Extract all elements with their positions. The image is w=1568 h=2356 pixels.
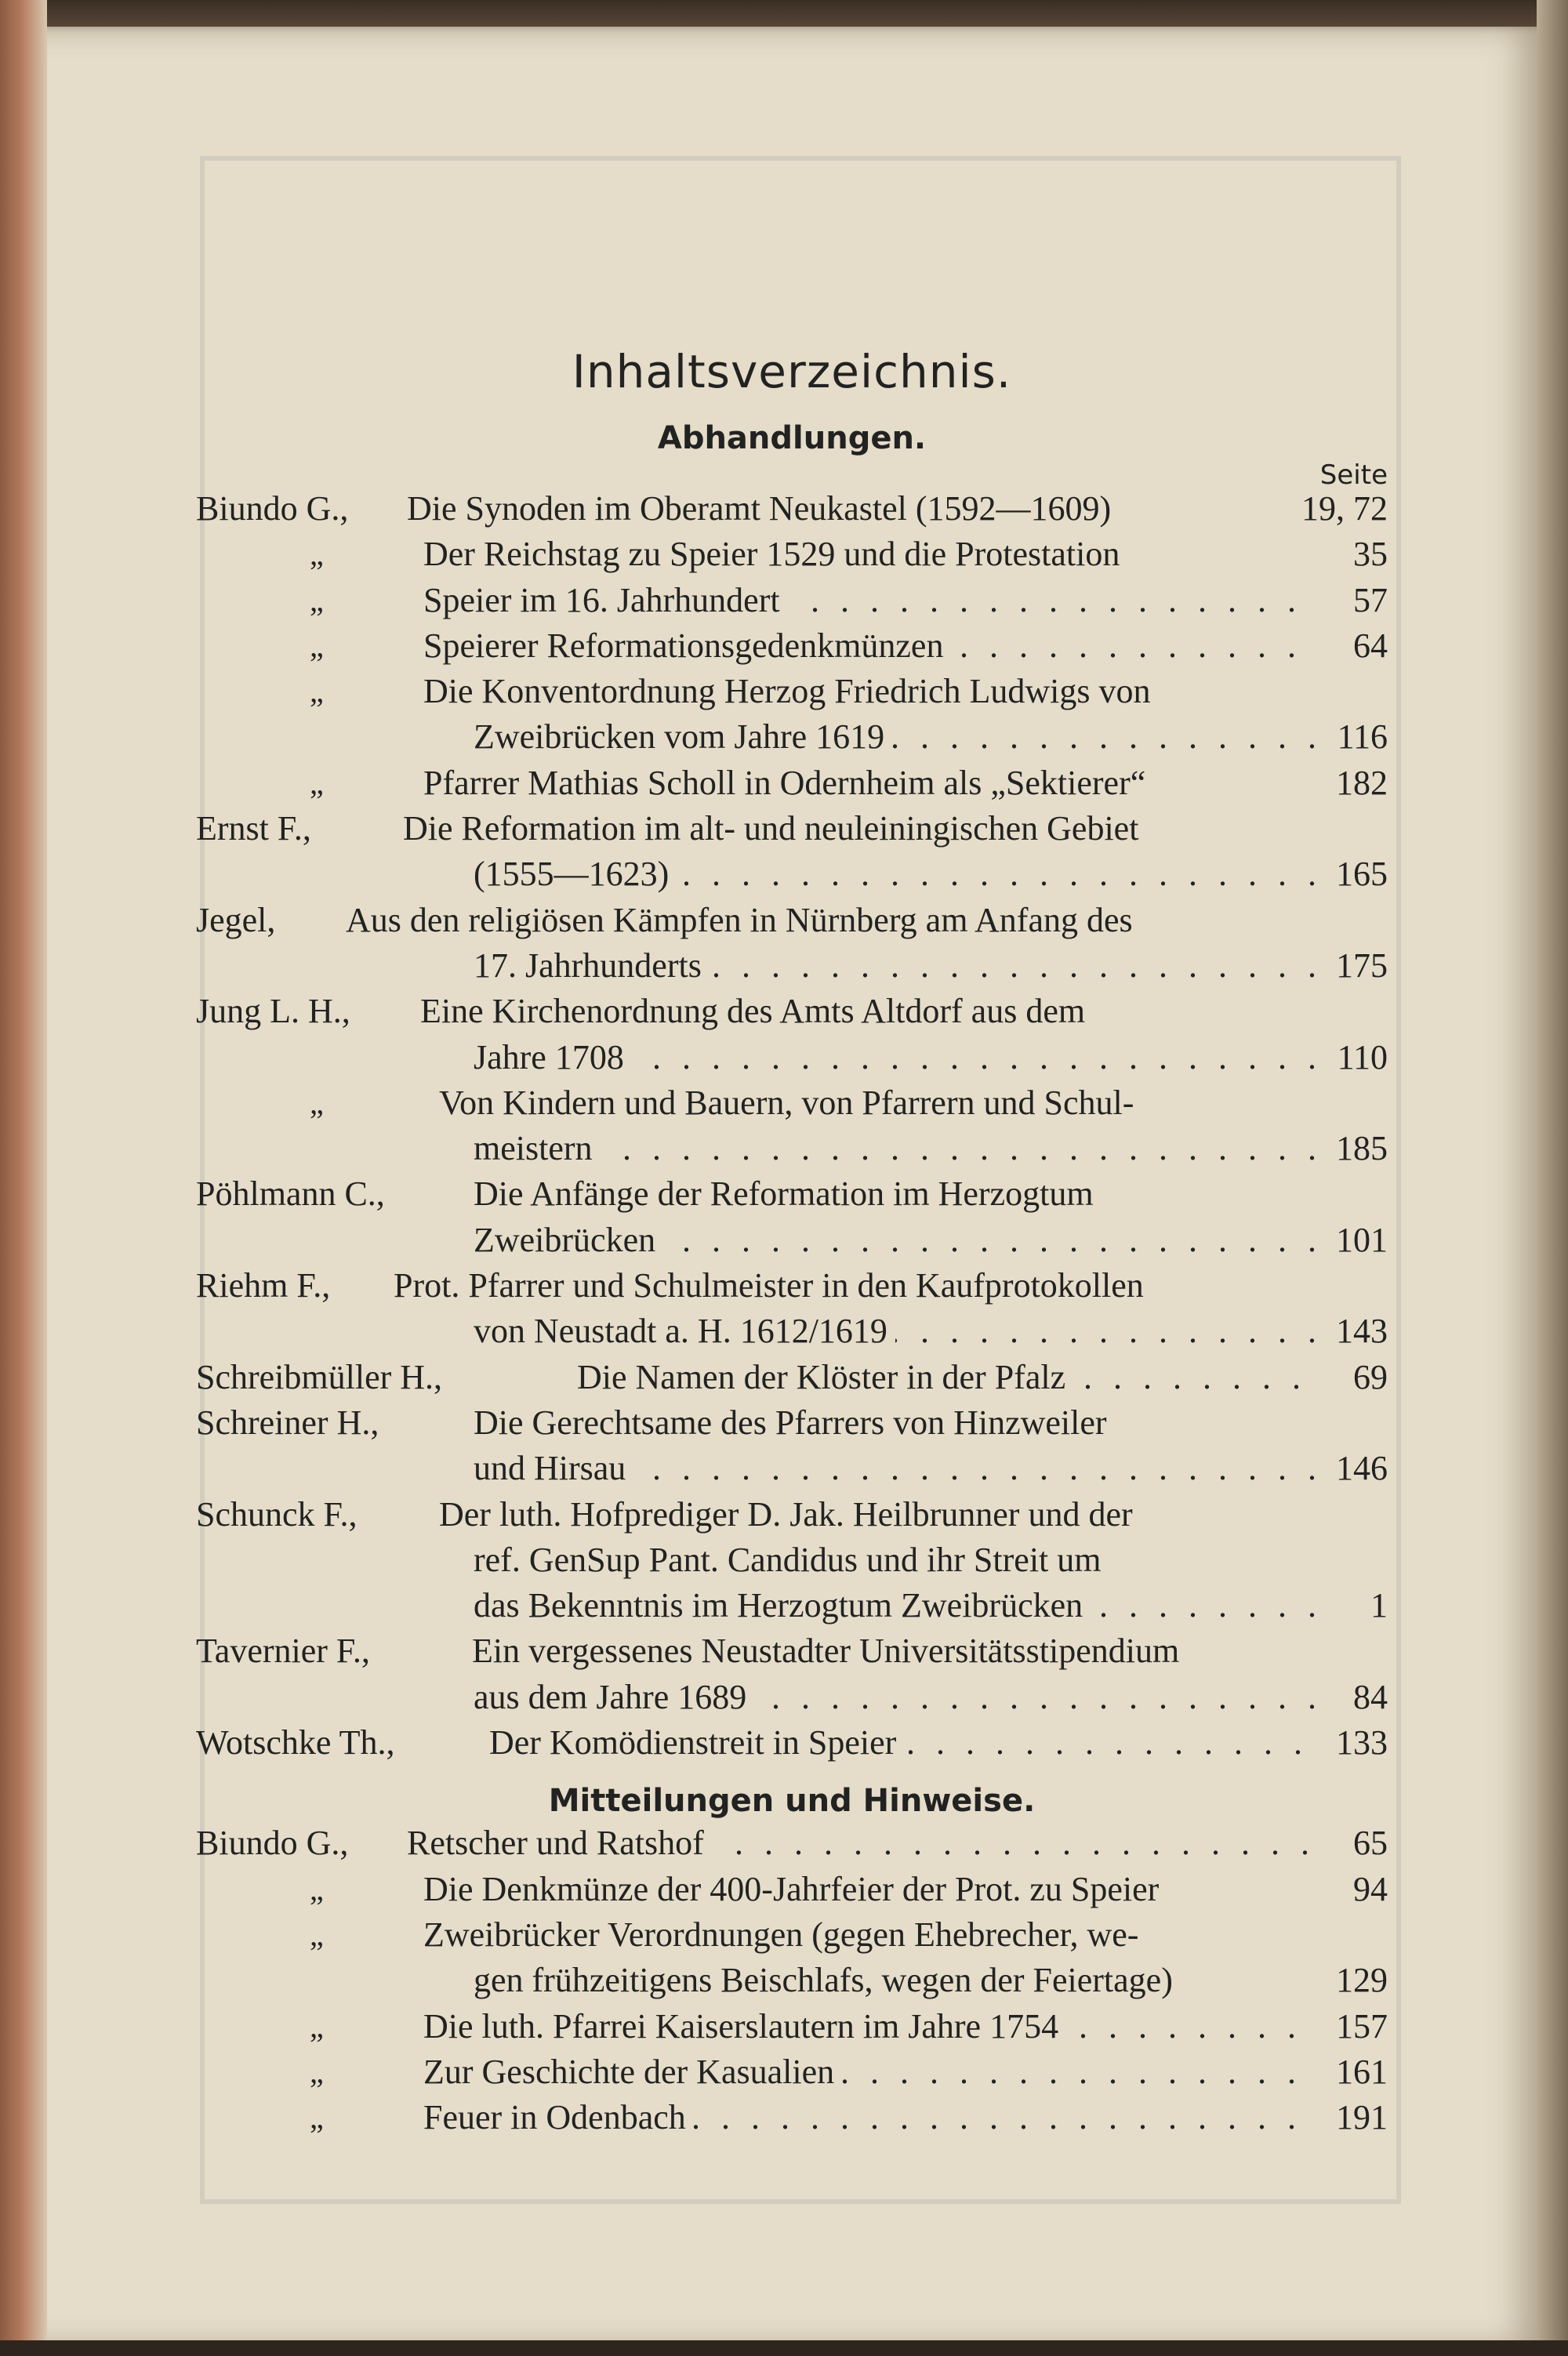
toc-author: Wotschke Th., bbox=[196, 1723, 395, 1762]
toc-entry-line bbox=[196, 2049, 1388, 2095]
book-spine-edge bbox=[0, 0, 47, 2356]
toc-author: Ernst F., bbox=[196, 809, 311, 848]
toc-page-number: 57 bbox=[1353, 580, 1388, 619]
toc-page-number: 94 bbox=[1353, 1869, 1388, 1908]
toc-title: Prot. Pfarrer und Schulmeister in den Kaufprotokollen bbox=[394, 1266, 1152, 1305]
scan-bottom-edge bbox=[0, 2340, 1568, 2356]
toc-title: Die Denkmünze der 400-Jahrfeier der Prot. zu Speier bbox=[423, 1870, 1167, 1908]
toc-entry-line bbox=[196, 1821, 1388, 1866]
toc-page-number: 161 bbox=[1336, 2052, 1388, 2091]
toc-entry-line bbox=[196, 1867, 1388, 1912]
ditto-mark: „ bbox=[310, 2053, 324, 2089]
page-column-label: Seite bbox=[1319, 459, 1388, 491]
toc-title: Zweibrücken bbox=[474, 1221, 663, 1259]
ditto-mark: „ bbox=[310, 536, 324, 572]
ditto-mark: „ bbox=[310, 764, 324, 800]
toc-title: Die luth. Pfarrei Kaiserslautern im Jahre 1754 bbox=[423, 2007, 1066, 2046]
toc-entry-line bbox=[196, 1080, 1388, 1126]
toc-entry-line bbox=[196, 761, 1388, 806]
toc-title: gen frühzeitigens Beischlafs, wegen der Feiertage) bbox=[474, 1961, 1181, 1999]
toc-author: Schreiner H., bbox=[196, 1403, 379, 1442]
ditto-mark: „ bbox=[310, 1084, 324, 1120]
toc-title: Aus den religiösen Kämpfen in Nürnberg am Anfang des bbox=[346, 901, 1141, 939]
toc-title: Jahre 1708 bbox=[474, 1038, 632, 1076]
ditto-mark: „ bbox=[310, 2100, 324, 2136]
toc-title: Der luth. Hofprediger D. Jak. Heilbrunner und der bbox=[439, 1495, 1141, 1534]
toc-title: Die Gerechtsame des Pfarrers von Hinzweiler bbox=[474, 1403, 1115, 1442]
toc-author: Riehm F., bbox=[196, 1266, 331, 1305]
toc-page-number: 101 bbox=[1336, 1220, 1388, 1259]
toc-page-number: 64 bbox=[1353, 626, 1388, 665]
toc-entry-line bbox=[196, 2004, 1388, 2049]
toc-page-number: 191 bbox=[1336, 2098, 1388, 2137]
ditto-mark: „ bbox=[310, 2008, 324, 2044]
toc-entry-line bbox=[196, 1492, 1388, 1537]
section-abhandlungen-list bbox=[196, 486, 1388, 1766]
toc-entry-line bbox=[196, 1035, 1388, 1080]
toc-entry-line bbox=[196, 898, 1388, 943]
section-heading-mitteilungen: Mitteilungen und Hinweise. bbox=[548, 1783, 1036, 1820]
toc-entry-line bbox=[196, 1263, 1388, 1309]
toc-author: Biundo G., bbox=[196, 1824, 349, 1863]
toc-title: aus dem Jahre 1689 bbox=[474, 1678, 754, 1716]
ditto-mark: „ bbox=[310, 1871, 324, 1907]
toc-entry-line bbox=[196, 1720, 1388, 1766]
toc-title: Der Reichstag zu Speier 1529 und die Protestation bbox=[423, 535, 1127, 573]
toc-page-number: 1 bbox=[1370, 1586, 1388, 1625]
toc-author: Schunck F., bbox=[196, 1494, 358, 1534]
toc-title: ref. GenSup Pant. Candidus und ihr Streit um bbox=[474, 1541, 1109, 1579]
toc-entry-line bbox=[196, 989, 1388, 1034]
toc-author: Schreibmüller H., bbox=[196, 1357, 443, 1396]
toc-page-number: 65 bbox=[1353, 1824, 1388, 1863]
toc-page-number: 69 bbox=[1353, 1357, 1388, 1396]
toc-title: Speierer Reformationsgedenkmünzen bbox=[423, 626, 951, 665]
toc-title: Ein vergessenes Neustadter Universitätsstipendium bbox=[472, 1632, 1187, 1670]
toc-page-number: 185 bbox=[1336, 1129, 1388, 1168]
toc-title: Die Namen der Klöster in der Pfalz bbox=[577, 1358, 1073, 1396]
toc-page-number: 116 bbox=[1337, 717, 1388, 757]
toc-title: Die Konventordnung Herzog Friedrich Ludwigs von bbox=[423, 672, 1158, 710]
toc-entry-line bbox=[196, 1309, 1388, 1354]
toc-title: Die Reformation im alt- und neuleiningischen Gebiet bbox=[403, 809, 1146, 848]
section-mitteilungen-list bbox=[196, 1821, 1388, 2140]
toc-title: Der Komödienstreit in Speier bbox=[489, 1723, 904, 1762]
toc-entry-line bbox=[196, 1537, 1388, 1583]
toc-entry-line bbox=[196, 578, 1388, 623]
ditto-mark: „ bbox=[310, 582, 324, 618]
toc-entry-line bbox=[196, 1675, 1388, 1720]
toc-entry-line bbox=[196, 486, 1388, 532]
toc-entry-line bbox=[196, 532, 1388, 577]
section-heading-abhandlungen: Abhandlungen. bbox=[657, 420, 927, 456]
toc-title: Feuer in Odenbach bbox=[423, 2098, 694, 2136]
toc-entry-line bbox=[196, 1912, 1388, 1958]
toc-title: Zweibrücker Verordnungen (gegen Ehebrecher, we- bbox=[423, 1915, 1146, 1954]
toc-author: Tavernier F., bbox=[196, 1632, 370, 1671]
toc-entry-line bbox=[196, 851, 1388, 897]
toc-page-number: 157 bbox=[1336, 2006, 1388, 2046]
page-title: Inhaltsverzeichnis. bbox=[572, 345, 1012, 398]
toc-entry-line bbox=[196, 1958, 1388, 2003]
toc-title: Zweibrücken vom Jahre 1619 bbox=[474, 717, 892, 756]
toc-page-number: 146 bbox=[1336, 1449, 1388, 1488]
toc-author: Pöhlmann C., bbox=[196, 1174, 385, 1214]
toc-title: Die Anfänge der Reformation im Herzogtum bbox=[474, 1174, 1102, 1213]
toc-page-number: 129 bbox=[1336, 1961, 1388, 2000]
toc-entry-line bbox=[196, 2095, 1388, 2140]
toc-page-number: 84 bbox=[1353, 1677, 1388, 1716]
toc-entry-line bbox=[196, 623, 1388, 669]
toc-title: das Bekenntnis im Herzogtum Zweibrücken bbox=[474, 1586, 1091, 1625]
toc-page-number: 35 bbox=[1353, 535, 1388, 574]
toc-entry-line bbox=[196, 1628, 1388, 1674]
ditto-mark: „ bbox=[310, 673, 324, 710]
toc-page-number: 175 bbox=[1336, 946, 1388, 985]
toc-title: Pfarrer Mathias Scholl in Odernheim als „Sektierer“ bbox=[423, 764, 1153, 802]
toc-page-number: 143 bbox=[1336, 1312, 1388, 1351]
toc-entry-line bbox=[196, 1583, 1388, 1628]
toc-entry-line bbox=[196, 1218, 1388, 1263]
toc-title: Retscher und Ratshof bbox=[407, 1824, 712, 1862]
toc-title: Speier im 16. Jahrhundert bbox=[423, 581, 788, 619]
toc-entry-line bbox=[196, 1171, 1388, 1217]
toc-entry-line bbox=[196, 669, 1388, 714]
scan-right-edge bbox=[1537, 0, 1568, 2356]
toc-title: und Hirsau bbox=[474, 1449, 633, 1487]
toc-author: Jung L. H., bbox=[196, 992, 350, 1031]
toc-title: Zur Geschichte der Kasualien bbox=[423, 2053, 842, 2091]
ditto-mark: „ bbox=[310, 1916, 324, 1952]
toc-title: 17. Jahrhunderts bbox=[474, 946, 710, 985]
toc-page-number: 165 bbox=[1336, 855, 1388, 894]
toc-entry-line bbox=[196, 1446, 1388, 1491]
toc-entry-line bbox=[196, 714, 1388, 760]
toc-entry-line bbox=[196, 1355, 1388, 1400]
toc-author: Jegel, bbox=[196, 900, 276, 939]
toc-page-number: 110 bbox=[1337, 1037, 1388, 1076]
toc-title: Von Kindern und Bauern, von Pfarrern und Schul- bbox=[439, 1084, 1142, 1122]
toc-entry-line bbox=[196, 943, 1388, 989]
toc-title: von Neustadt a. H. 1612/1619 bbox=[474, 1312, 895, 1350]
toc-title: Eine Kirchenordnung des Amts Altdorf aus dem bbox=[420, 992, 1093, 1030]
toc-entry-line bbox=[196, 806, 1388, 851]
toc-entry-line bbox=[196, 1126, 1388, 1171]
toc-page-number: 182 bbox=[1336, 763, 1388, 802]
toc-page-number: 133 bbox=[1336, 1723, 1388, 1762]
toc-author: Biundo G., bbox=[196, 489, 349, 528]
toc-page-number: 19, 72 bbox=[1301, 489, 1388, 528]
toc-entry-line bbox=[196, 1400, 1388, 1446]
toc-title: Die Synoden im Oberamt Neukastel (1592—1609) bbox=[407, 489, 1119, 528]
toc-title: (1555—1623) bbox=[474, 855, 677, 893]
toc-title: meistern bbox=[474, 1129, 601, 1167]
ditto-mark: „ bbox=[310, 627, 324, 663]
